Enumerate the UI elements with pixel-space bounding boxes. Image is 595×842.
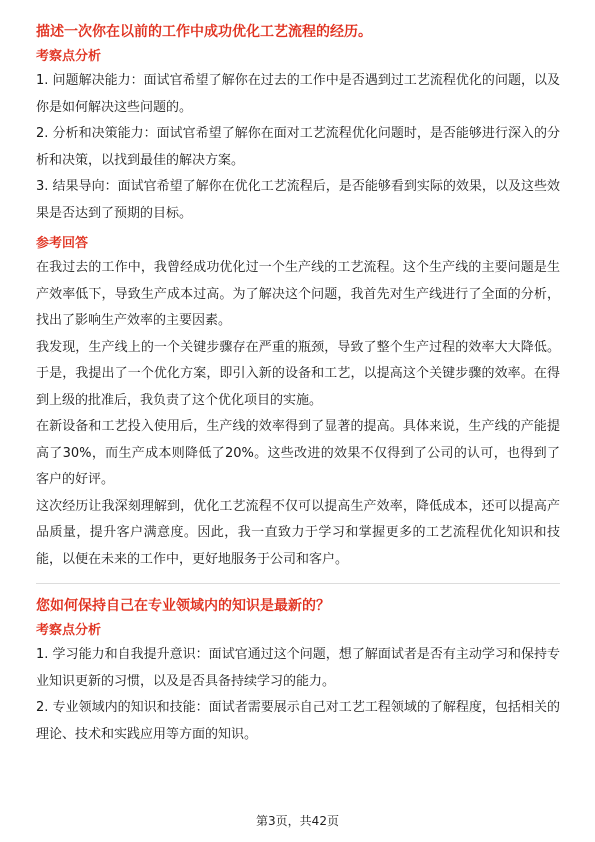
answer-paragraph: 在我过去的工作中，我曾经成功优化过一个生产线的工艺流程。这个生产线的主要问题是生产效率低下，导致生产成本过高。为了解决这个问题，我首先对生产线进行了全面的分析，找出了影响生产效率的主要因素。 bbox=[36, 260, 560, 328]
analysis-point: 2. 专业领域内的知识和技能：面试者需要展示自己对工艺工程领域的了解程度，包括相关的理论、技术和实践应用等方面的知识。 bbox=[36, 700, 560, 742]
answer-paragraph: 我发现，生产线上的一个关键步骤存在严重的瓶颈，导致了整个生产过程的效率大大降低。于是，我提出了一个优化方案，即引入新的设备和工艺，以提高这个关键步骤的效率。在得到上级的批准后，我负责了这个优化项目的实施。 bbox=[36, 339, 560, 408]
analysis-point: 2. 分析和决策能力：面试官希望了解你在面对工艺流程优化问题时，是否能够进行深入的分析和决策，以找到最佳的解决方案。 bbox=[36, 126, 560, 168]
question-title: 描述一次你在以前的工作中成功优化工艺流程的经历。 bbox=[36, 24, 372, 40]
page-number-footer: 第3页，共42页 bbox=[256, 814, 339, 828]
answer-paragraph: 在新设备和工艺投入使用后，生产线的效率得到了显著的提高。具体来说，生产线的产能提高了30%，而生产成本则降低了20%。这些改进的效果不仅得到了公司的认可，也得到了客户的好评。 bbox=[36, 419, 560, 487]
answer-paragraph: 这次经历让我深刻理解到，优化工艺流程不仅可以提高生产效率，降低成本，还可以提高产品质量，提升客户满意度。因此，我一直致力于学习和掌握更多的工艺流程优化知识和技能，以便在未来的工作中，更好地服务于公司和客户。 bbox=[36, 498, 560, 567]
question-block-1 bbox=[36, 22, 560, 573]
analysis-point: 1. 学习能力和自我提升意识：面试官通过这个问题，想了解面试者是否有主动学习和保持专业知识更新的习惯，以及是否具备持续学习的能力。 bbox=[36, 647, 560, 689]
question-block-2 bbox=[36, 596, 560, 748]
analysis-heading: 考察点分析 bbox=[36, 49, 102, 64]
section-divider bbox=[36, 583, 560, 584]
document-page bbox=[36, 22, 560, 748]
analysis-heading: 考察点分析 bbox=[36, 623, 102, 638]
analysis-point: 3. 结果导向：面试官希望了解你在优化工艺流程后，是否能够看到实际的效果，以及这些效果是否达到了预期的目标。 bbox=[36, 179, 560, 221]
question-title: 您如何保持自己在专业领域内的知识是最新的？ bbox=[36, 598, 330, 614]
analysis-point: 1. 问题解决能力：面试官希望了解你在过去的工作中是否遇到过工艺流程优化的问题，以及你是如何解决这些问题的。 bbox=[36, 73, 560, 115]
answer-heading: 参考回答 bbox=[36, 236, 89, 251]
